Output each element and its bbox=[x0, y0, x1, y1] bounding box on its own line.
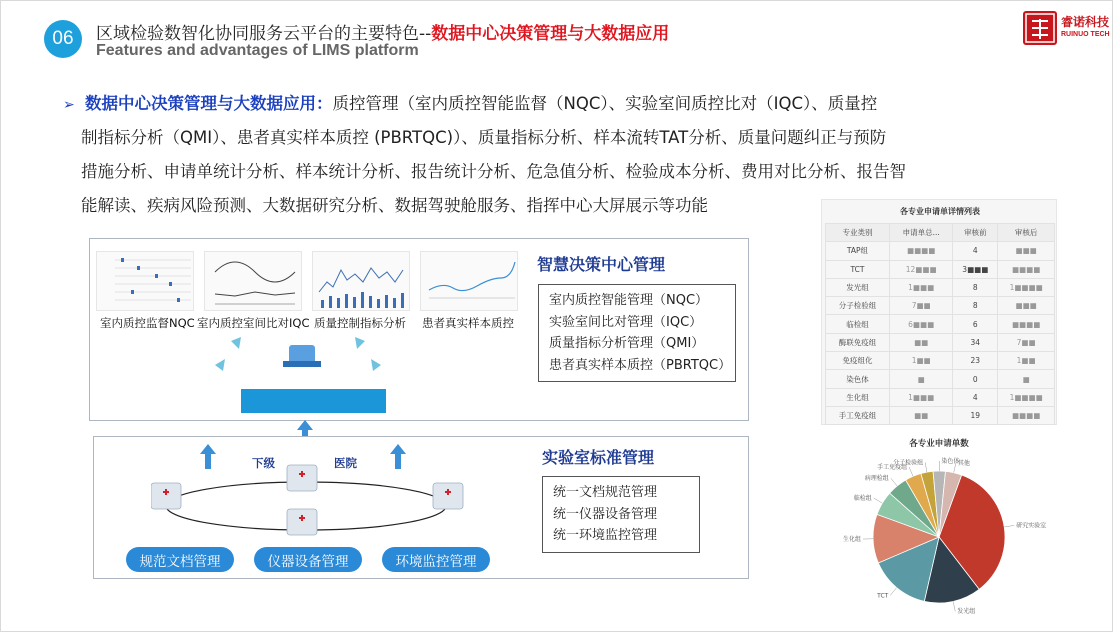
table-cell: ■■■■ bbox=[889, 242, 952, 260]
intro-line1-rest: 质控管理（室内质控智能监督（NQC）、实验室间质控比对（IQC）、质量控 bbox=[332, 94, 878, 113]
decision-center-title: 智慧决策中心管理 bbox=[537, 255, 666, 274]
decision-item-nqc: 室内质控智能管理（NQC） bbox=[549, 293, 709, 308]
table-cell: 临检组 bbox=[826, 315, 890, 333]
pie-chart-panel bbox=[821, 433, 1057, 625]
application-detail-table bbox=[825, 223, 1055, 425]
intro-line-4: 能解读、疾病风险预测、大数据研究分析、数据驾驶舱服务、指挥中心大屏展示等功能 bbox=[81, 196, 708, 215]
pill-environment-mgmt: 环境监控管理 bbox=[382, 547, 490, 572]
table-cell: ■■■ bbox=[998, 297, 1055, 315]
decision-item-pbrtqc: 患者真实样本质控（PBRTQC） bbox=[549, 357, 732, 373]
logo-seal-icon bbox=[1023, 11, 1057, 45]
table-row bbox=[826, 297, 1055, 315]
thumb-label-iqc: 室内质控室间比对IQC bbox=[197, 316, 310, 330]
up-arrow-left-icon bbox=[205, 453, 211, 469]
company-logo bbox=[1023, 11, 1110, 47]
pie-slice-label: 发光组 bbox=[957, 608, 976, 616]
table-row bbox=[826, 333, 1055, 351]
pie-slice-label: 临检组 bbox=[853, 495, 872, 503]
pie-chart bbox=[821, 447, 1057, 627]
table-cell: 1■■■ bbox=[889, 278, 952, 296]
logo-en-text: RUINUO TECH bbox=[1061, 31, 1110, 38]
thumb-label-qmi: 质量控制指标分析 bbox=[314, 316, 406, 330]
pbrtqc-thumbnail bbox=[420, 251, 518, 311]
decision-platform-bar bbox=[241, 389, 386, 413]
standard-list bbox=[542, 476, 700, 553]
table-cell: ■■ bbox=[889, 406, 952, 424]
pill-document-mgmt: 规范文档管理 bbox=[126, 547, 234, 572]
table-cell: ■ bbox=[889, 370, 952, 388]
pie-slice-label: 分子检验组 bbox=[893, 459, 924, 467]
table-header: 审核后 bbox=[998, 224, 1055, 242]
qmi-thumbnail bbox=[312, 251, 410, 311]
page-title bbox=[96, 19, 669, 44]
pie-leader-line bbox=[1004, 525, 1014, 527]
table-cell: 免疫组化 bbox=[826, 352, 890, 370]
table-cell: 4 bbox=[953, 388, 998, 406]
table-cell: TCT bbox=[826, 260, 890, 278]
table-cell: TAP组 bbox=[826, 242, 890, 260]
iqc-thumbnail bbox=[204, 251, 302, 311]
table-cell: 23 bbox=[953, 352, 998, 370]
table-row bbox=[826, 315, 1055, 333]
pie-slice-label: TCT bbox=[877, 592, 889, 600]
intro-line-3: 措施分析、申请单统计分析、样本统计分析、报告统计分析、危急值分析、检验成本分析、费用对比分析、报告智 bbox=[81, 162, 906, 181]
up-arrow-right-icon bbox=[395, 453, 401, 469]
table-cell: 3■■■ bbox=[953, 260, 998, 278]
table-cell: 8 bbox=[953, 297, 998, 315]
table-row bbox=[826, 242, 1055, 260]
pie-slice-label: 其他 bbox=[957, 459, 970, 467]
table-row bbox=[826, 370, 1055, 388]
standard-item-equipment: 统一仪器设备管理 bbox=[553, 506, 658, 522]
title-highlight: 数据中心决策管理与大数据应用 bbox=[431, 24, 670, 44]
table-row bbox=[826, 278, 1055, 296]
table-cell: 0 bbox=[953, 370, 998, 388]
table-cell: 1■■■ bbox=[889, 388, 952, 406]
table-cell: 7■■ bbox=[998, 333, 1055, 351]
table-cell: 手工免疫组 bbox=[826, 406, 890, 424]
table-cell: ■■■■ bbox=[998, 260, 1055, 278]
table-cell: 12■■■ bbox=[889, 260, 952, 278]
node-label-lower: 下级 bbox=[252, 456, 275, 470]
intro-line-2: 制指标分析（QMI）、患者真实样本质控 (PBRTQC)）、质量指标分析、样本流转TAT分析、质量问题纠正与预防 bbox=[81, 128, 887, 147]
standard-item-docs: 统一文档规范管理 bbox=[553, 485, 658, 500]
table-header: 申请单总... bbox=[889, 224, 952, 242]
pie-leader-line bbox=[909, 467, 913, 476]
table-cell: 19 bbox=[953, 406, 998, 424]
standard-item-environment: 统一环境监控管理 bbox=[553, 528, 658, 543]
logo-cn-text: 睿诺科技 bbox=[1061, 15, 1110, 29]
pie-leader-line bbox=[891, 478, 897, 486]
table-cell: 6■■■ bbox=[889, 315, 952, 333]
table-cell: 生化组 bbox=[826, 388, 890, 406]
table-header: 专业类别 bbox=[826, 224, 890, 242]
table-cell: 分子检验组 bbox=[826, 297, 890, 315]
title-prefix: 区域检验数智化协同服务云平台的主要特色-- bbox=[96, 24, 432, 44]
intro-lead: 数据中心决策管理与大数据应用： bbox=[85, 94, 333, 113]
table-cell: 1■■■■ bbox=[998, 388, 1055, 406]
hospital-network-diagram-icon bbox=[151, 461, 471, 551]
pie-slice-label: 生化组 bbox=[843, 536, 862, 544]
table-cell: 染色体 bbox=[826, 370, 890, 388]
table-cell: 发光组 bbox=[826, 278, 890, 296]
pie-leader-line bbox=[890, 588, 896, 596]
table-cell: 1■■ bbox=[889, 352, 952, 370]
table-row bbox=[826, 352, 1055, 370]
pie-leader-line bbox=[925, 462, 927, 472]
table-cell: 酶联免疫组 bbox=[826, 333, 890, 351]
table-header: 审核前 bbox=[953, 224, 998, 242]
table-row bbox=[826, 260, 1055, 278]
table-cell: 7■■ bbox=[889, 297, 952, 315]
pie-slice-label: 手工免疫组 bbox=[877, 464, 908, 472]
table-cell: ■■ bbox=[889, 333, 952, 351]
table-row bbox=[826, 388, 1055, 406]
pie-slice-label: 病理检组 bbox=[864, 475, 889, 483]
table-cell: 8 bbox=[953, 278, 998, 296]
table-cell: ■■■■ bbox=[998, 315, 1055, 333]
decision-item-iqc: 实验室间比对管理（IQC） bbox=[549, 314, 703, 330]
node-label-hospital: 医院 bbox=[334, 456, 357, 470]
data-flow-arrows-icon bbox=[201, 331, 401, 391]
pill-equipment-mgmt: 仪器设备管理 bbox=[254, 547, 362, 572]
intro-line-1 bbox=[63, 87, 1063, 122]
pie-slice-label: 研究实验室 bbox=[1016, 522, 1047, 530]
table-cell: 6 bbox=[953, 315, 998, 333]
table-row bbox=[826, 406, 1055, 424]
table-header-row bbox=[826, 224, 1055, 242]
thumb-label-nqc: 室内质控监督NQC bbox=[100, 316, 195, 330]
lab-standard-title: 实验室标准管理 bbox=[542, 448, 655, 467]
table-cell: ■ bbox=[998, 370, 1055, 388]
decision-list bbox=[538, 284, 736, 382]
table-cell: 4 bbox=[953, 242, 998, 260]
pie-leader-line bbox=[953, 601, 955, 611]
pie-slice-label: 染色体 bbox=[941, 458, 960, 466]
page-subtitle: Features and advantages of LIMS platform bbox=[96, 42, 419, 59]
decision-item-qmi: 质量指标分析管理（QMI） bbox=[549, 336, 705, 351]
table-cell: ■■■ bbox=[998, 242, 1055, 260]
application-detail-table-panel bbox=[821, 199, 1057, 425]
table-cell: 34 bbox=[953, 333, 998, 351]
section-number-badge: 06 bbox=[44, 20, 82, 58]
bullet-arrow-icon: ➢ bbox=[63, 97, 75, 113]
table-cell: ■■■■ bbox=[998, 406, 1055, 424]
thumb-label-pbrtqc: 患者真实样本质控 bbox=[422, 316, 514, 330]
table-cell: 1■■■■ bbox=[998, 278, 1055, 296]
table-cell: 1■■ bbox=[998, 352, 1055, 370]
pie-leader-line bbox=[874, 498, 883, 503]
nqc-thumbnail bbox=[96, 251, 194, 311]
pie-title: 各专业申请单数 bbox=[909, 439, 969, 449]
table-title: 各专业申请单详情列表 bbox=[900, 207, 980, 216]
